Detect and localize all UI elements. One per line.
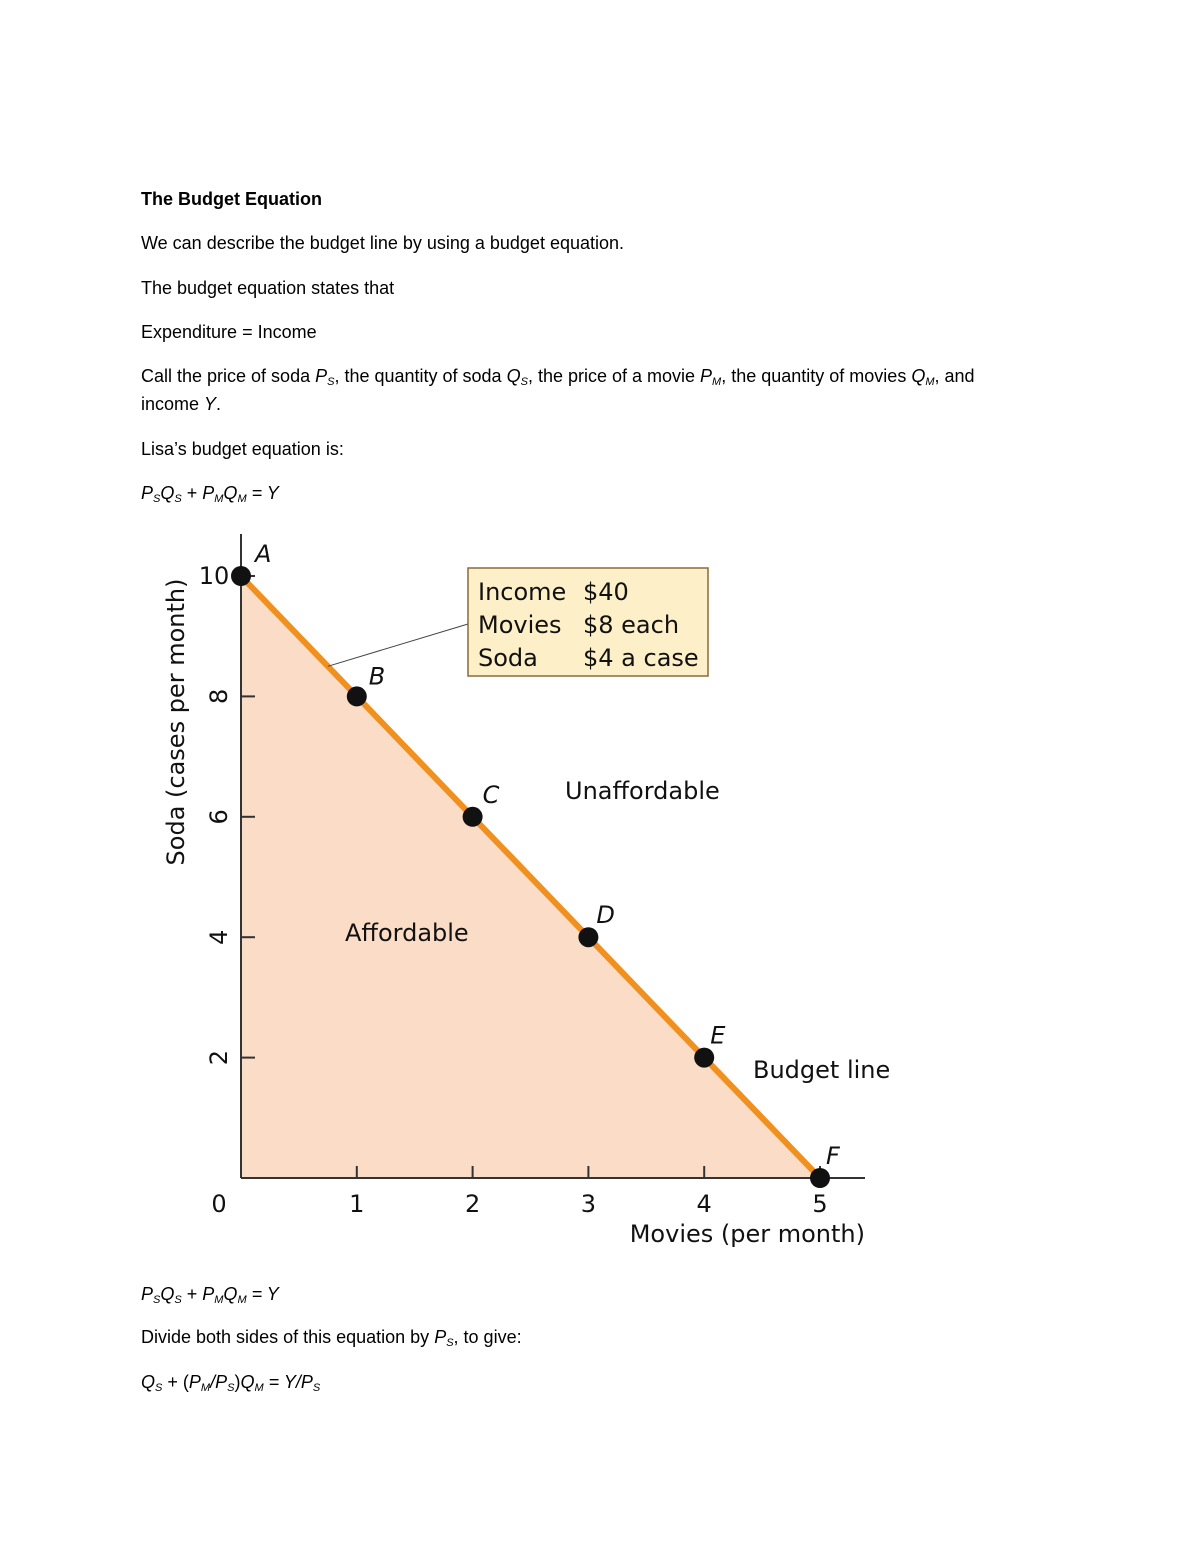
heading: The Budget Equation (141, 189, 322, 209)
point-label-a: A (255, 540, 272, 568)
point-label-c: C (482, 780, 500, 809)
point-e (694, 1048, 714, 1068)
sub: M (237, 1294, 247, 1306)
var: Q (223, 1284, 238, 1304)
x-axis-label: Movies (per month) (629, 1220, 865, 1248)
paragraph-1: We can describe the budget line by using a budget equation. (141, 233, 625, 253)
text: = Y/ (263, 1372, 301, 1392)
y-tick-label: 6 (205, 809, 233, 825)
y-tick-label: 10 (198, 562, 230, 590)
equation-1 (141, 479, 279, 507)
sub: S (174, 1294, 182, 1306)
text: , the price of a movie (527, 366, 701, 386)
var: P (315, 366, 328, 386)
sub: S (153, 493, 161, 505)
text: = Y (246, 483, 279, 503)
sub: M (237, 493, 247, 505)
var: Q (911, 366, 926, 386)
paragraph-5: Lisa’s budget equation is: (141, 439, 344, 459)
var: Q (160, 1284, 175, 1304)
x-tick-label: 0 (211, 1190, 227, 1218)
point-label-d: D (596, 901, 615, 930)
var: Q (240, 1372, 255, 1392)
sub: S (227, 1382, 235, 1394)
var: P (141, 1284, 154, 1304)
text: . (216, 394, 222, 414)
sub: S (327, 376, 335, 388)
var: P (202, 1284, 215, 1304)
x-tick-label: 2 (464, 1190, 481, 1218)
text: , the quantity of movies (721, 366, 912, 386)
paragraph-6 (141, 1323, 522, 1351)
info-box-key: Soda (478, 644, 538, 672)
var: Q (141, 1372, 156, 1392)
sub: M (214, 1294, 224, 1306)
sub: S (446, 1337, 454, 1349)
text: / (210, 1372, 216, 1392)
sub: S (520, 376, 528, 388)
x-tick-label: 3 (580, 1190, 597, 1218)
y-tick-label: 8 (205, 688, 233, 705)
paragraph-4 (141, 362, 1061, 418)
var: P (215, 1372, 228, 1392)
point-c (463, 807, 483, 827)
sub: S (312, 1382, 321, 1394)
point-d (578, 927, 598, 947)
y-tick-label: 4 (205, 929, 233, 945)
equation-2 (141, 1280, 279, 1308)
var: Q (160, 483, 175, 503)
info-box-key: Income (478, 578, 567, 606)
var: P (141, 483, 154, 503)
unaffordable-label: Unaffordable (565, 777, 720, 805)
sub: M (254, 1382, 264, 1394)
point-label-b: B (368, 662, 386, 691)
var: Q (506, 366, 521, 386)
var: P (202, 483, 215, 503)
var: Q (223, 483, 238, 503)
y-axis-label: Soda (cases per month) (162, 578, 190, 866)
text: Divide both sides of this equation by (141, 1327, 435, 1347)
info-box-value: $40 (583, 578, 629, 606)
var: P (188, 1372, 201, 1392)
text: = Y (246, 1284, 279, 1304)
affordable-label: Affordable (345, 919, 469, 947)
y-tick-label: 2 (205, 1049, 233, 1066)
text: Call the price of soda (141, 366, 316, 386)
text: income (141, 394, 205, 414)
sub: M (712, 376, 722, 388)
x-tick-label: 5 (812, 1190, 828, 1218)
sub: M (925, 376, 935, 388)
var: P (700, 366, 713, 386)
paragraph-2: The budget equation states that (141, 278, 395, 298)
text: , the quantity of soda (334, 366, 507, 386)
info-box-value: $8 each (583, 611, 680, 639)
sub: S (174, 493, 182, 505)
text: ) (234, 1372, 241, 1392)
budget-line-chart (150, 528, 890, 1258)
sub: M (200, 1382, 211, 1394)
var: P (300, 1372, 313, 1392)
var: P (434, 1327, 447, 1347)
sub: S (153, 1294, 161, 1306)
text: + (181, 1284, 203, 1304)
var: Y (204, 394, 217, 414)
text: , to give: (453, 1327, 522, 1347)
point-f (810, 1168, 830, 1188)
point-label-f: F (826, 1142, 840, 1170)
text: + ( (162, 1372, 189, 1392)
paragraph-3: Expenditure = Income (141, 322, 317, 342)
info-box (468, 568, 708, 676)
point-a (231, 566, 251, 586)
x-tick-label: 4 (696, 1190, 712, 1218)
info-box-leader-line (328, 624, 468, 666)
sub: M (214, 493, 224, 505)
equation-3 (141, 1368, 320, 1396)
text: , and (934, 366, 975, 386)
x-tick-label: 1 (349, 1190, 365, 1218)
point-b (347, 686, 367, 706)
info-box-value: $4 a case (583, 644, 699, 672)
budget-line-label: Budget line (753, 1056, 890, 1084)
info-box-key: Movies (478, 611, 562, 639)
sub: S (155, 1382, 163, 1394)
text: + (181, 483, 203, 503)
point-label-e: E (710, 1021, 726, 1050)
